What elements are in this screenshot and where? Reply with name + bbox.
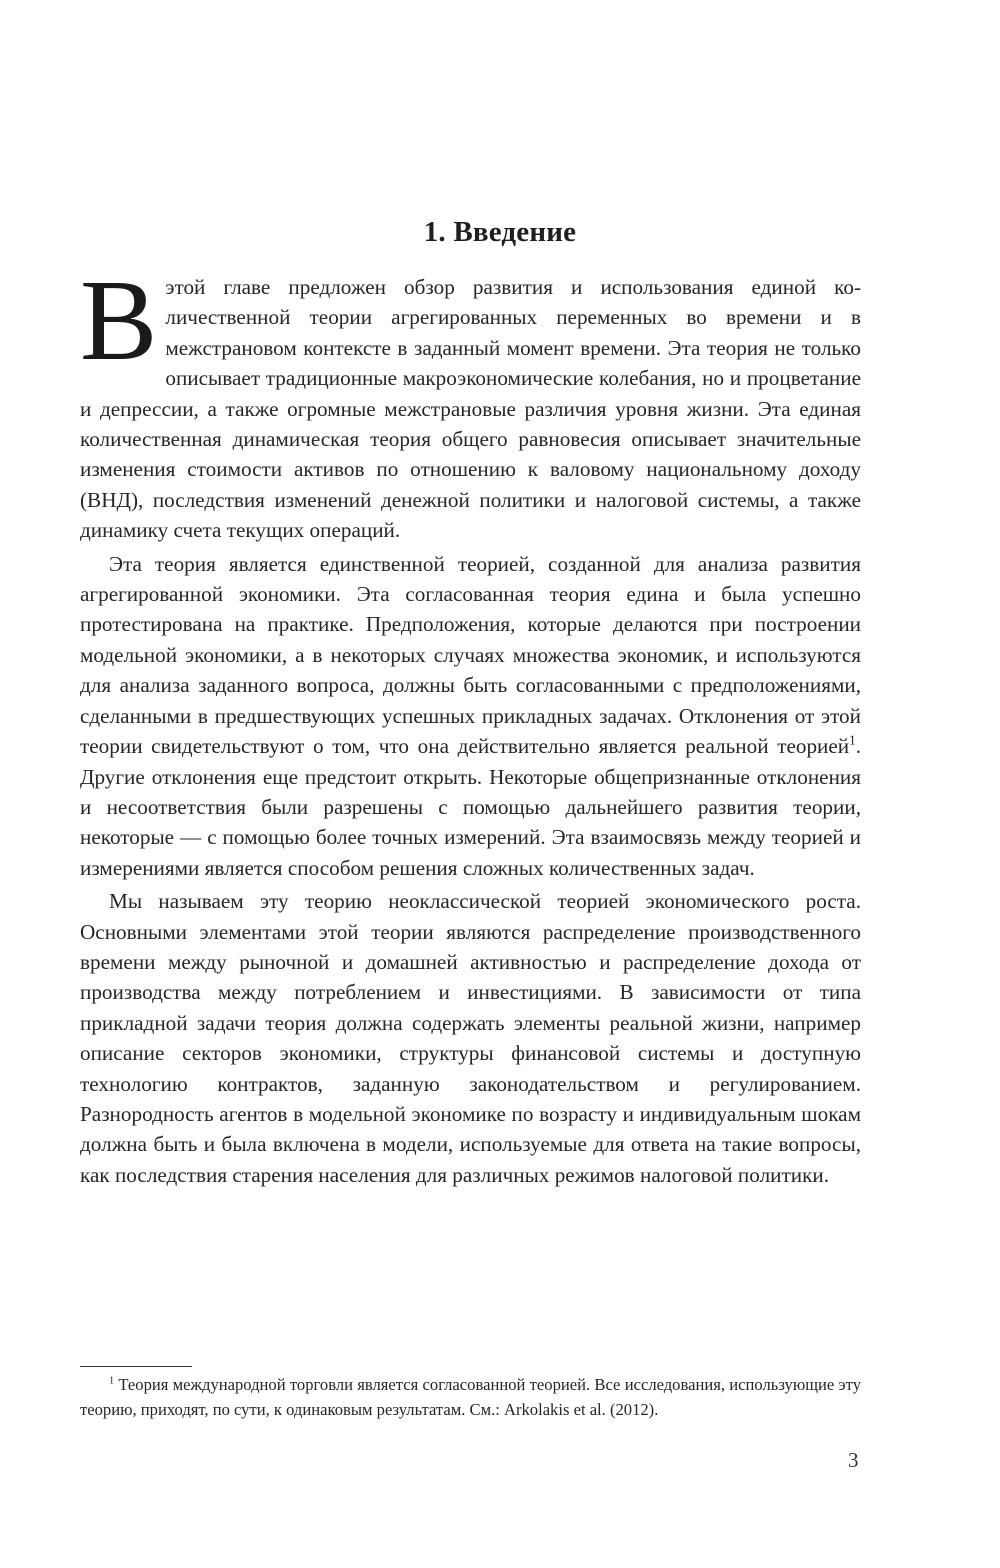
- paragraph: [80, 257, 861, 546]
- paragraph-text: . Другие отклонения еще предстоит открыть. Некоторые общепризнанные отклонения и несоответствия были разрешены с помощью дальнейшего развития теории, некоторые — с помощью более точных измерений. Эта взаимосвязь между теорией и измерениями является способом решения сложных количественных задач.: [80, 734, 861, 880]
- paragraph-text: Мы называем эту теорию неоклассической теорией экономического роста. Основными элементами этой теории являются распределение производственного времени между рыночной и домашней активностью и распределение дохода от производства между потреблением и инвестициями. В зависимости от типа прикладной задачи теория должна содержать элементы реальной жизни, например описание секторов экономики, структуры финансовой системы и доступную технологию контрактов, заданную законодательством и регулированием. Разнородность агентов в модельной экономике по возрасту и индивидуальным шокам должна быть и была включена в модели, используемые для ответа на такие вопросы, как последствия старения населения для различных режимов налоговой политики.: [80, 889, 861, 1187]
- paragraph: [80, 549, 861, 883]
- footnote-divider: [80, 1366, 192, 1367]
- paragraph-text: Эта теория является единственной теорией, созданной для анализа развития агрегированной экономики. Эта согласованная теория едина и была успешно протестирована на практике. Предположения, которые делаются при построении модельной экономики, а в некоторых случаях множества экономик, и используются для анализа заданного вопроса, должны быть согласованными с предположениями, сделанными в предшествующих успешных прикладных задачах. Отклонения от этой теории свидетельствуют о том, что она действительно является реальной теорией: [80, 551, 861, 759]
- footnote-marker: 1: [109, 1375, 115, 1387]
- footnote: [80, 1372, 861, 1422]
- chapter-heading: 1. Введение: [423, 216, 577, 248]
- paragraph-text: этой главе предложен обзор развития и использования единой количественной теории агрегированных переменных во времени и в межстрановом контексте в заданный момент времени. Эта теория не только описывает традиционные макроэкономические колебания, но и процветание и депрессии, а также огромные межстрановые различия уровня жизни. Эта единая количественная динамическая теория общего равновесия описывает значительные изменения стоимости активов по отношению к валовому национальному доходу (ВНД), последствия изменений денежной политики и налоговой системы, а также динамику счета текущих операций.: [80, 275, 861, 543]
- paragraph: [80, 886, 861, 1190]
- body-text: [80, 257, 861, 1193]
- footnote-reference[interactable]: 1: [849, 732, 856, 748]
- footnote-text: Теория международной торговли является согласованной теорией. Все исследования, использующие эту теорию, приходят, по сути, к одинаковым результатам. См.: Arkolakis et al. (2012).: [80, 1375, 861, 1419]
- page-number: 3: [848, 1448, 859, 1472]
- drop-cap: В: [80, 257, 158, 385]
